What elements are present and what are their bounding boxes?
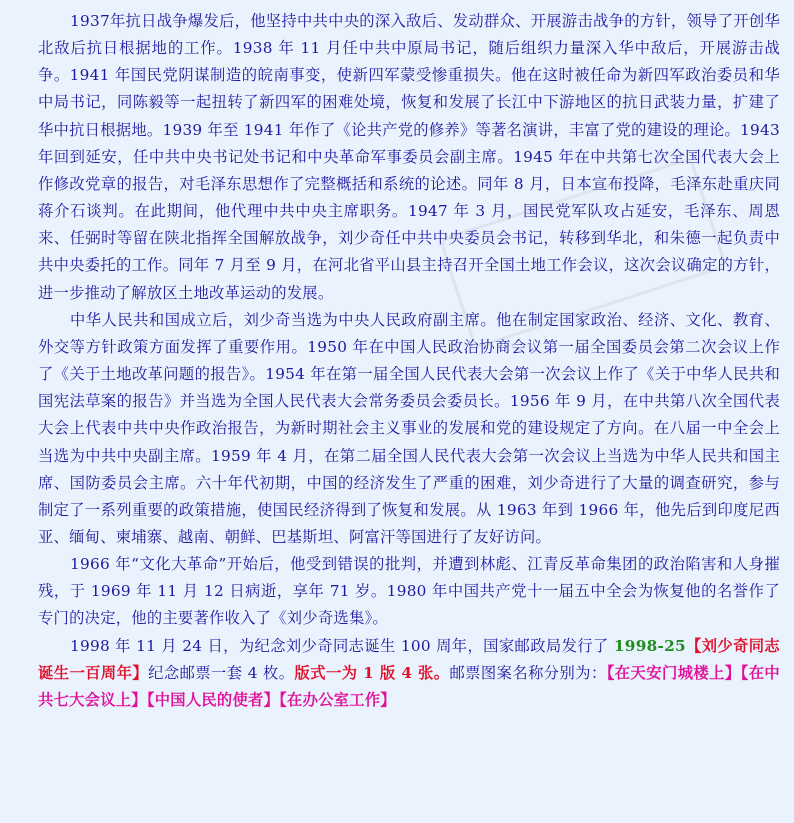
stamp-issue-intro: 1998 年 11 月 24 日，为纪念刘少奇同志诞生 100 周年，国家邮政局发行了 bbox=[70, 636, 614, 655]
paragraph-1: 1937年抗日战争爆发后，他坚持中共中央的深入敌后、发动群众、开展游击战争的方针，领导了开创华北敌后抗日根据地的工作。1938 年 11 月任中共中原局书记，随后组织力量深入华中敌后，开展游击战争。1941 年国民党阴谋制造的皖南事变，使新四军蒙受惨重损失。他在这时被任命为新四军政治委员和华中局书记，同陈毅等一起扭转了新四军的困难处境，恢复和发展了长江中下游地区的抗日武装力量，扩建了华中抗日根据地。1939 年至 1941 年作了《论共产党的修养》等著名演讲，丰富了党的建设的理论。1943 年回到延安，任中共中央书记处书记和中央革命军事委员会副主席。1945 年在中共第七次全国代表大会上作修改党章的报告，对毛泽东思想作了完整概括和系统的论述。同年 8 月，日本宣布投降，毛泽东赴重庆同蒋介石谈判。在此期间，他代理中共中央主席职务。1947 年 3 月，国民党军队攻占延安，毛泽东、周恩来、任弼时等留在陕北指挥全国解放战争，刘少奇任中共中央委员会书记，转移到华北，和朱德一起负责中共中央委托的工作。同年 7 月至 9 月，在河北省平山县主持召开全国土地工作会议，这次会议确定的方针，进一步推动了解放区土地改革运动的发展。 bbox=[38, 12, 780, 302]
stamp-name-1: 【在天安门城楼上】 bbox=[606, 663, 741, 682]
paragraph-4 bbox=[38, 633, 780, 714]
stamp-set-title: 【刘少奇同志诞生一百周年】 bbox=[38, 636, 780, 682]
paragraph-2: 中华人民共和国成立后，刘少奇当选为中央人民政府副主席。他在制定国家政治、经济、文化、教育、外交等方针政策方面发挥了重要作用。1950 年在中国人民政治协商会议第一届全国委员会第二次会议上作了《关于土地改革问题的报告》。1954 年在第一届全国人民代表大会第一次会议上作了《关于中华人民共和国宪法草案的报告》并当选为全国人民代表大会常务委员会委员长。1956 年 9 月，在中共第八次全国代表大会上代表中共中央作政治报告，为新时期社会主义事业的发展和党的建设规定了方向。在八届一中全会上当选为中共中央副主席。1959 年 4 月，在第二届全国人民代表大会第一次会议上当选为中华人民共和国主席、国防委员会主席。六十年代初期，中国的经济发生了严重的困难，刘少奇进行了大量的调查研究，参与制定了一系列重要的政策措施，使国民经济得到了恢复和发展。从 1963 年到 1966 年，他先后到印度尼西亚、缅甸、柬埔寨、越南、朝鲜、巴基斯坦、阿富汗等国进行了友好访问。 bbox=[38, 310, 780, 546]
stamp-format: 版式一为 1 版 4 张。 bbox=[294, 663, 450, 682]
stamp-name-3: 【中国人民的使者】 bbox=[146, 690, 280, 709]
stamp-set-count: 纪念邮票一套 4 枚。 bbox=[148, 663, 295, 682]
paragraph-3: 1966 年“文化大革命”开始后，他受到错误的批判，并遭到林彪、江青反革命集团的政治陷害和人身摧残，于 1969 年 11 月 12 日病逝，享年 71 岁。1980 年中国共产党十一届五中全会为恢复他的名誉作了专门的决定，他的主要著作收入了《刘少奇选集》。 bbox=[38, 555, 780, 628]
stamp-name-2: 【在中共七大会议上】 bbox=[38, 663, 780, 709]
stamp-set-code: 1998-25 bbox=[613, 636, 686, 655]
stamp-names-intro: 邮票图案名称分别为： bbox=[449, 663, 607, 682]
stamp-name-4: 【在办公室工作】 bbox=[279, 690, 396, 709]
